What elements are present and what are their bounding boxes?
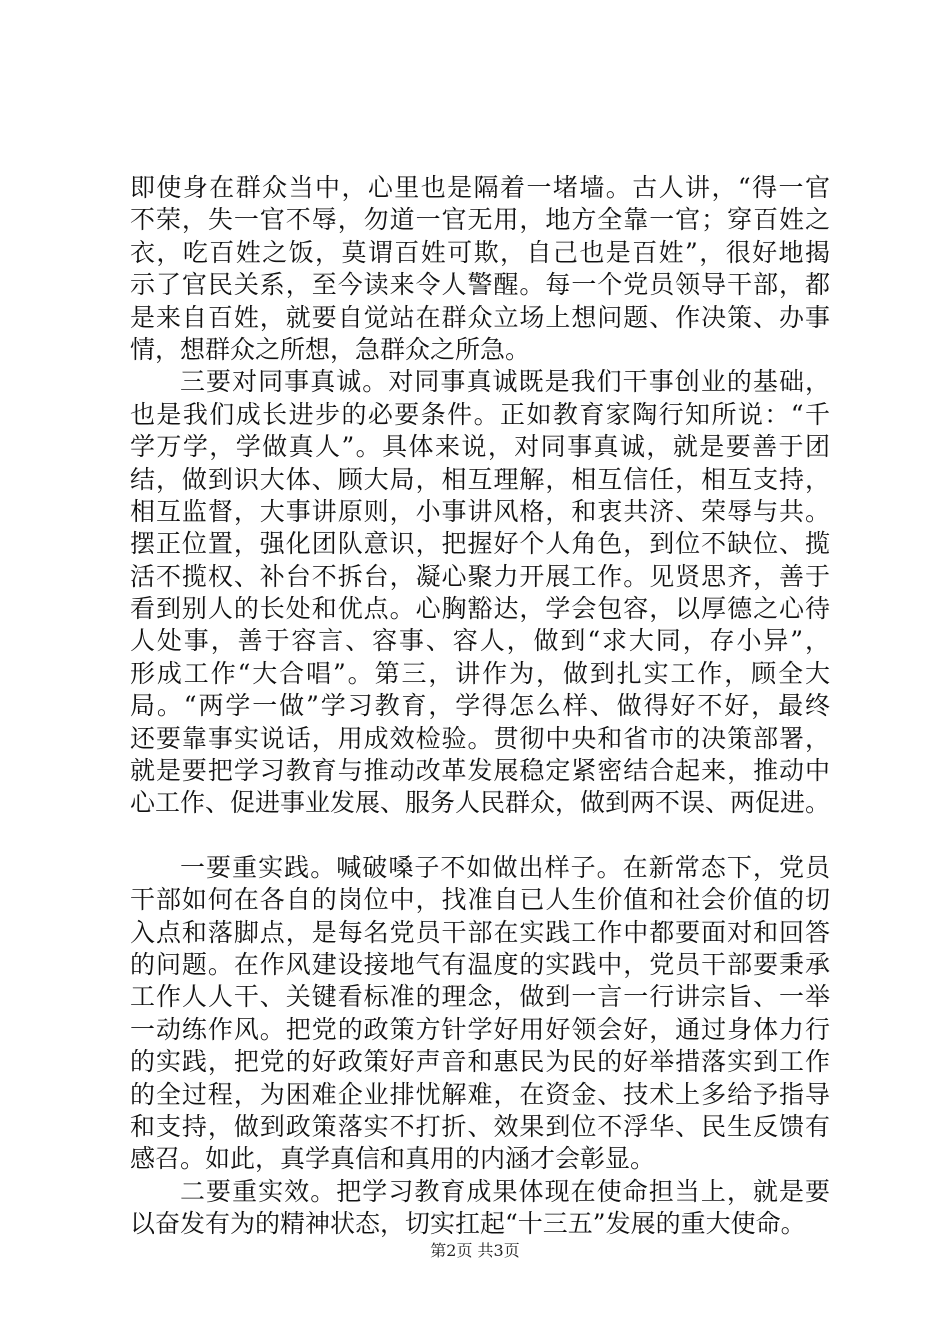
text-line: 的全过程，为困难企业排忧解难，在资金、技术上多给予指导 (130, 1079, 830, 1109)
text-line: 入点和落脚点，是每名党员干部在实践工作中都要面对和回答 (130, 917, 830, 947)
text-line: 情，想群众之所想，急群众之所急。 (130, 334, 531, 364)
text-line: 结，做到识大体、顾大局，相互理解，相互信任，相互支持， (130, 464, 830, 494)
text-line: 看到别人的长处和优点。心胸豁达，学会包容，以厚德之心待 (130, 594, 830, 624)
text-line: 人处事，善于容言、容事、容人，做到“求大同，存小异”， (130, 626, 830, 656)
text-line: 感召。如此，真学真信和真用的内涵才会彰显。 (130, 1144, 656, 1174)
text-line: 二要重实效。把学习教育成果体现在使命担当上，就是要 (180, 1176, 830, 1206)
text-line: 和支持，做到政策落实不打折、效果到位不浮华、民生反馈有 (130, 1111, 830, 1141)
text-line: 心工作、促进事业发展、服务人民群众，做到两不误、两促进。 (130, 788, 831, 818)
paragraph-gap (130, 820, 830, 852)
text-line: 不荣，失一官不辱，勿道一官无用，地方全靠一官；穿百姓之 (130, 205, 830, 235)
text-line: 即使身在群众当中，心里也是隔着一堵墙。古人讲，“得一官 (130, 173, 830, 202)
text-line: 相互监督，大事讲原则，小事讲风格，和衷共济、荣辱与共。 (130, 496, 830, 526)
paragraph-continued (130, 172, 830, 366)
paragraph-results (130, 1176, 830, 1241)
text-line: 还要靠事实说话，用成效检验。贯彻中央和省市的决策部署， (130, 723, 830, 753)
text-line: 就是要把学习教育与推动改革发展稳定紧密结合起来，推动中 (130, 756, 830, 786)
text-line: 以奋发有为的精神状态，切实扛起“十三五”发展的重大使命。 (130, 1209, 806, 1239)
text-line: 也是我们成长进步的必要条件。正如教育家陶行知所说：“千 (130, 399, 830, 429)
text-line: 干部如何在各自的岗位中，找准自已人生价值和社会价值的切 (130, 885, 830, 915)
text-line: 工作人人干、关键看标准的理念，做到一言一行讲宗旨、一举 (130, 982, 830, 1012)
text-line: 的问题。在作风建设接地气有温度的实践中，党员干部要秉承 (130, 949, 830, 979)
text-line: 摆正位置，强化团队意识，把握好个人角色，到位不缺位、揽 (130, 529, 830, 559)
body-text (130, 172, 830, 1241)
text-line: 局。“两学一做”学习教育，学得怎么样、做得好不好，最终 (130, 691, 830, 721)
text-line: 示了官民关系，至今读来令人警醒。每一个党员领导干部，都 (130, 270, 830, 300)
paragraph-practice (130, 852, 830, 1176)
text-line: 衣，吃百姓之饭，莫谓百姓可欺，自己也是百姓”，很好地揭 (130, 237, 830, 267)
text-line: 学万学，学做真人”。具体来说，对同事真诚，就是要善于团 (130, 432, 830, 462)
text-line: 一要重实践。喊破嗓子不如做出样子。在新常态下，党员 (180, 852, 830, 882)
text-line: 形成工作“大合唱”。第三，讲作为，做到扎实工作，顾全大 (130, 658, 830, 688)
text-line: 活不揽权、补台不拆台，凝心聚力开展工作。见贤思齐，善于 (130, 561, 830, 591)
page-number-footer: 第2页 共3页 (430, 1241, 520, 1260)
paragraph-colleagues (130, 366, 830, 819)
text-line: 的实践，把党的好政策好声音和惠民为民的好举措落实到工作 (130, 1047, 830, 1077)
text-line: 是来自百姓，就要自觉站在群众立场上想问题、作决策、办事 (130, 302, 830, 332)
text-line: 一动练作风。把党的政策方针学好用好领会好，通过身体力行 (130, 1014, 830, 1044)
text-line: 三要对同事真诚。对同事真诚既是我们干事创业的基础， (180, 367, 830, 397)
